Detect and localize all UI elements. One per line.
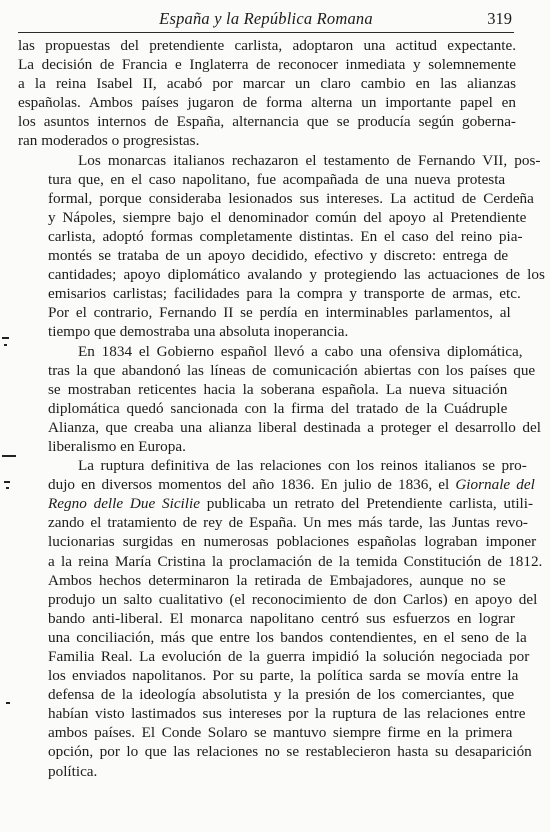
text-line	[18, 494, 534, 513]
text-fragment: dujo en diversos momentos del año 1836. En julio de 1836, el	[48, 476, 456, 494]
text-line: carlista, adoptó formas completamente distintas. En el caso del reino pia-	[48, 227, 523, 245]
text-line: emisarios carlistas; facilidades para la compra y transporte de armas, etc.	[48, 285, 521, 303]
text-line: las propuestas del pretendiente carlista, adoptaron una actitud expectante.	[18, 37, 516, 54]
text-line: tiempo que demostraba una absoluta inoperancia.	[48, 323, 349, 341]
margin-mark	[4, 481, 10, 483]
text-line: ambos países. El Conde Solaro se mantuvo siempre firme en la primera	[48, 724, 513, 742]
text-line: los asuntos internos de España, alternancia que se producía según goberna-	[18, 113, 516, 131]
text-line: se mostraban reticentes hacia la soberana española. La nueva situación	[48, 380, 508, 398]
text-line	[18, 475, 535, 494]
paragraph	[18, 36, 516, 151]
page-number: 319	[487, 9, 512, 28]
paragraph	[18, 342, 541, 457]
text-line: bando anti-liberal. El monarca napolitano centró sus esfuerzos en lograr	[48, 609, 515, 627]
text-line: política.	[48, 762, 98, 780]
text-line: En 1834 el Gobierno español llevó a cabo una ofensiva diplomática,	[78, 342, 523, 360]
text-line: defensa de la ideología absolutista y la presión de los comerciantes, que	[48, 686, 515, 704]
text-line: lucionarias surgidas en numerosas poblaciones españolas lograban imponer	[48, 533, 537, 551]
text-line: liberalismo en Europa.	[48, 437, 186, 455]
paragraph	[18, 151, 545, 342]
text-line: zando el tratamiento de rey de España. Un mes más tarde, las Juntas revo-	[48, 514, 528, 532]
margin-mark	[6, 487, 9, 489]
text-line: a la reina María Cristina la proclamación de la temida Constitución de 1812.	[48, 552, 543, 570]
text-line: una conciliación, más que entre los bandos contendientes, en el seno de la	[48, 628, 527, 646]
text-line: los enviados napolitanos. Por su parte, la política sarda se movía entre la	[48, 667, 519, 685]
italic-title: Regno delle Due Sicilie	[48, 495, 200, 513]
text-line: y Nápoles, siempre bajo el denominador común del apoyo al Pretendiente	[48, 208, 527, 226]
text-line: Por el contrario, Fernando II se perdía en interminables parlamentos, al	[48, 304, 511, 322]
margin-mark	[6, 702, 10, 704]
text-line: ran moderados o progresistas.	[18, 132, 200, 150]
text-line: produjo un salto cualitativo (el reconocimiento de don Carlos) en apoyo del	[48, 590, 538, 608]
text-line: La ruptura definitiva de las relaciones con los reinos italianos se pro-	[78, 457, 527, 475]
text-line: cantidades; apoyo diplomático avalando y protegiendo las actuaciones de los	[48, 266, 545, 284]
text-line: Familia Real. La evolución de la guerra impidió la solución negociada por	[48, 648, 530, 665]
running-title: España y la República Romana	[159, 9, 373, 28]
text-line: Los monarcas italianos rechazaron el testamento de Fernando VII, pos-	[78, 151, 541, 169]
text-line: a la reina Isabel II, acabó por marcar un claro cambio en las alianzas	[18, 75, 516, 93]
text-line: La decisión de Francia e Inglaterra de reconocer inmediata y solemnemente	[18, 56, 516, 74]
text-line: tura que, en el caso napolitano, fue acompañada de una nueva protesta	[48, 170, 506, 188]
margin-mark	[4, 344, 7, 346]
text-fragment: publicaba un retrato del Pretendiente carlista, utili-	[199, 495, 534, 513]
text-line: opción, por lo que las relaciones no se restablecieron hasta su desaparición	[48, 743, 532, 761]
paragraph	[18, 456, 543, 781]
text-line: formal, porque consideraba lesionados sus intereses. La actitud de Cerdeña	[48, 189, 534, 207]
margin-mark	[2, 337, 9, 339]
text-line: Alianza, que creaba una alianza liberal destinada a proteger el desarrollo del	[48, 418, 541, 436]
running-header	[18, 6, 514, 33]
text-line: diplomática quedó sancionada con la firma del tratado de la Cuádruple	[48, 399, 508, 417]
text-line: habían visto lastimados sus intereses por la ruptura de las relaciones entre	[48, 705, 526, 723]
text-line: españolas. Ambos países jugaron de forma alterna un importante papel en	[18, 94, 516, 112]
body-text	[18, 36, 545, 781]
text-line: Ambos hechos determinaron la retirada de Embajadores, aunque no se	[48, 571, 506, 589]
italic-title: Giornale del	[455, 476, 535, 494]
text-line: tras la que abandonó las líneas de comunicación abiertas con los países que	[48, 361, 536, 379]
margin-mark	[2, 455, 16, 457]
text-line: montés se trataba de un apoyo decidido, efectivo y discreto: entrega de	[48, 247, 509, 265]
